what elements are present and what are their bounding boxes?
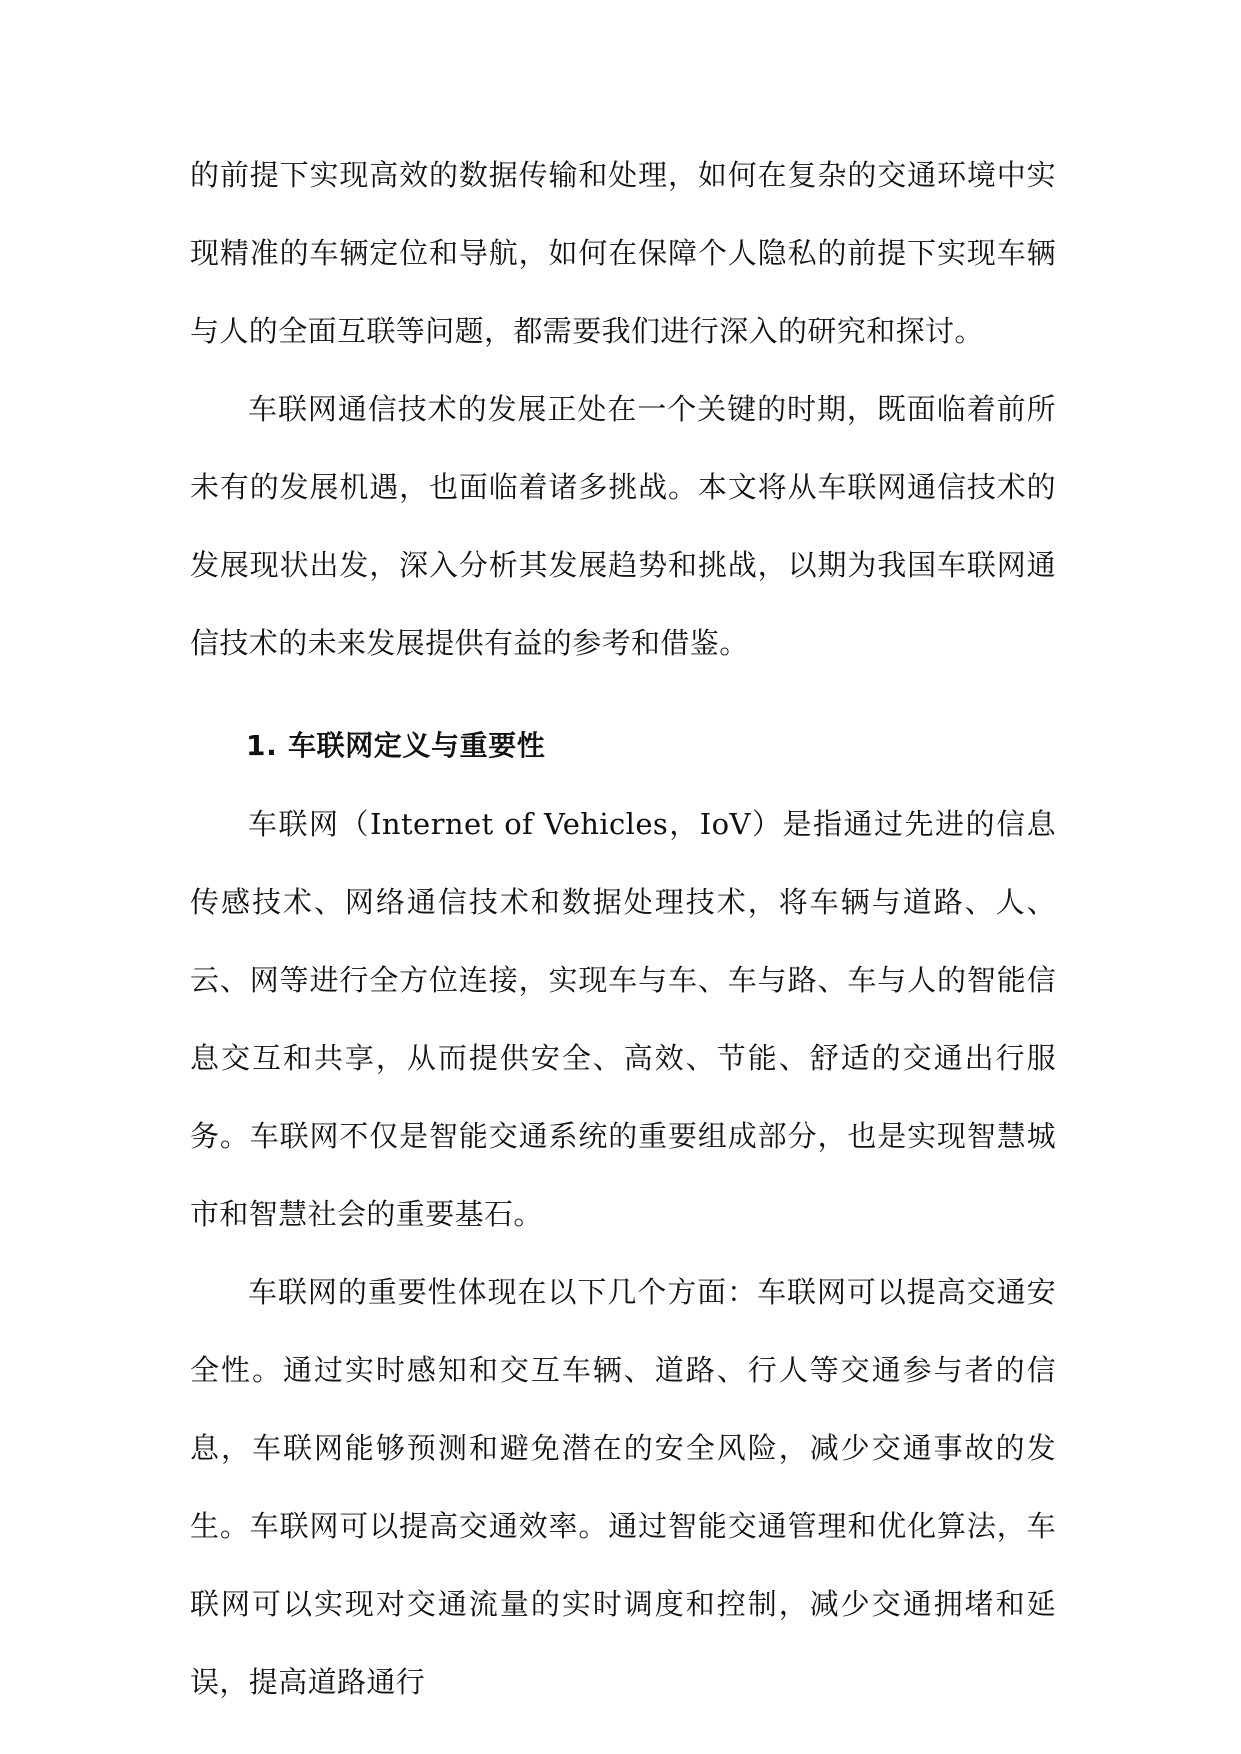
paragraph-iov-importance: 车联网的重要性体现在以下几个方面：车联网可以提高交通安全性。通过实时感知和交互车辆、道路、行人等交通参与者的信息，车联网能够预测和避免潜在的安全风险，减少交通事故的发生。车联网可以提高交通效率。通过智能交通管理和优化算法，车联网可以实现对交通流量的实时调度和控制，减少交通拥堵和延误，提高道路通行 <box>190 1275 1056 1699</box>
paragraph-iov-definition: 车联网（Internet of Vehicles，IoV）是指通过先进的信息传感技术、网络通信技术和数据处理技术，将车辆与道路、人、云、网等进行全方位连接，实现车与车、车与路、车与人的智能信息交互和共享，从而提供安全、高效、节能、舒适的交通出行服务。车联网不仅是智能交通系统的重要组成部分，也是实现智慧城市和智慧社会的重要基石。 <box>190 807 1056 1231</box>
paragraph-intro-summary: 车联网通信技术的发展正处在一个关键的时期，既面临着前所未有的发展机遇，也面临着诸多挑战。本文将从车联网通信技术的发展现状出发，深入分析其发展趋势和挑战，以期为我国车联网通信技术的未来发展提供有益的参考和借鉴。 <box>190 392 1056 660</box>
section-heading <box>190 707 1056 785</box>
section-title: 车联网定义与重要性 <box>288 729 546 762</box>
document-body <box>190 136 1056 1721</box>
section-number: 1. <box>246 729 278 762</box>
paragraph-continuation: 的前提下实现高效的数据传输和处理，如何在复杂的交通环境中实现精准的车辆定位和导航，如何在保障个人隐私的前提下实现车辆与人的全面互联等问题，都需要我们进行深入的研究和探讨。 <box>190 158 1056 348</box>
